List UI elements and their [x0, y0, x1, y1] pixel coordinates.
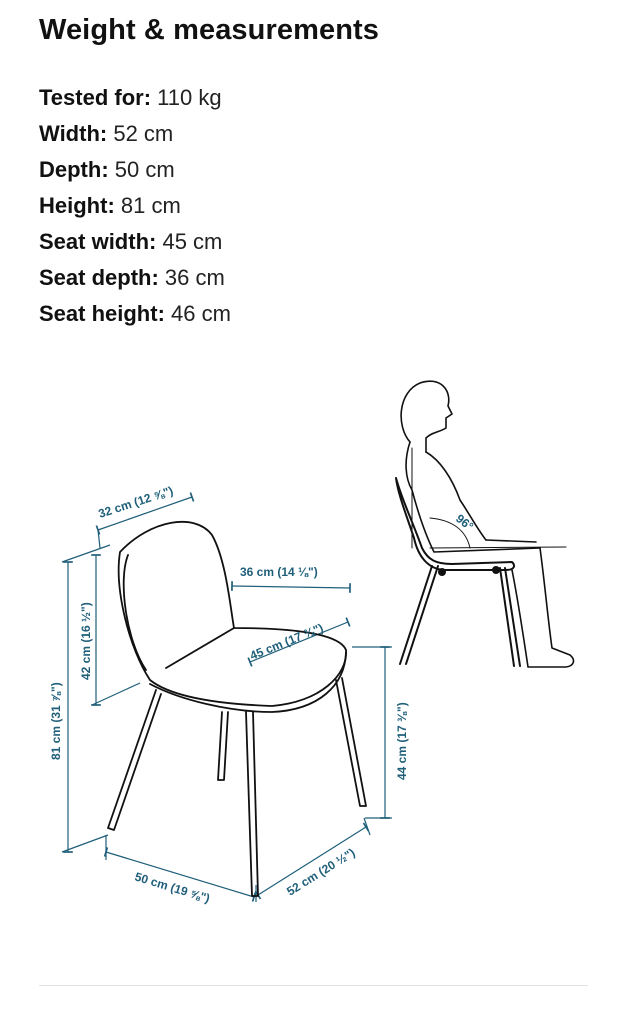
chair-perspective — [108, 522, 366, 899]
spec-label: Seat depth: — [39, 265, 159, 290]
label-recline-angle: 96° — [453, 511, 477, 534]
spec-label: Height: — [39, 193, 115, 218]
spec-value: 45 cm — [162, 229, 223, 254]
spec-value: 110 kg — [157, 85, 222, 110]
dimension-lines — [62, 497, 392, 902]
spec-seat-height — [39, 296, 231, 332]
spec-depth — [39, 152, 231, 188]
seated-person-side-view — [401, 381, 573, 667]
chair-dimension-diagram — [0, 360, 627, 920]
person-head — [401, 381, 452, 452]
label-total-height: 81 cm (31 ⅞") — [49, 682, 63, 760]
spec-label: Width: — [39, 121, 108, 146]
chair-leg-back-right — [218, 712, 228, 780]
chair-leg-front-right — [336, 678, 366, 806]
spec-height — [39, 188, 231, 224]
spec-value: 36 cm — [164, 265, 225, 290]
spec-value: 81 cm — [120, 193, 181, 218]
label-seat-height: 44 cm (17 ⅜") — [395, 702, 409, 780]
label-depth: 50 cm (19 ⅝") — [133, 869, 212, 906]
spec-value: 46 cm — [171, 301, 231, 326]
label-back-height: 42 cm (16 ½") — [79, 602, 93, 680]
spec-list — [39, 80, 231, 332]
label-seat-width: 45 cm (17 ¾") — [247, 620, 326, 663]
label-seat-depth: 36 cm (14 ⅛") — [240, 565, 318, 579]
divider — [39, 985, 588, 986]
spec-label: Depth: — [39, 157, 109, 182]
seat-depth-line — [232, 586, 350, 588]
spec-seat-depth — [39, 260, 231, 296]
spec-label: Tested for: — [39, 85, 152, 110]
spec-width — [39, 116, 231, 152]
spec-label: Seat height: — [39, 301, 165, 326]
spec-tested-for — [39, 80, 231, 116]
spec-label: Seat width: — [39, 229, 157, 254]
spec-seat-width — [39, 224, 231, 260]
chair-leg-back-left — [108, 690, 161, 830]
page-title: Weight & measurements — [39, 14, 379, 46]
chair-leg-front-left — [246, 712, 258, 896]
chair-side-view — [396, 478, 520, 666]
spec-value: 52 cm — [113, 121, 174, 146]
side-chair-shell — [396, 478, 514, 570]
label-width: 52 cm (20 ½") — [284, 845, 358, 899]
label-top-width: 32 cm (12 ⅝") — [96, 483, 175, 521]
chair-backrest — [119, 522, 346, 706]
spec-value: 50 cm — [114, 157, 175, 182]
